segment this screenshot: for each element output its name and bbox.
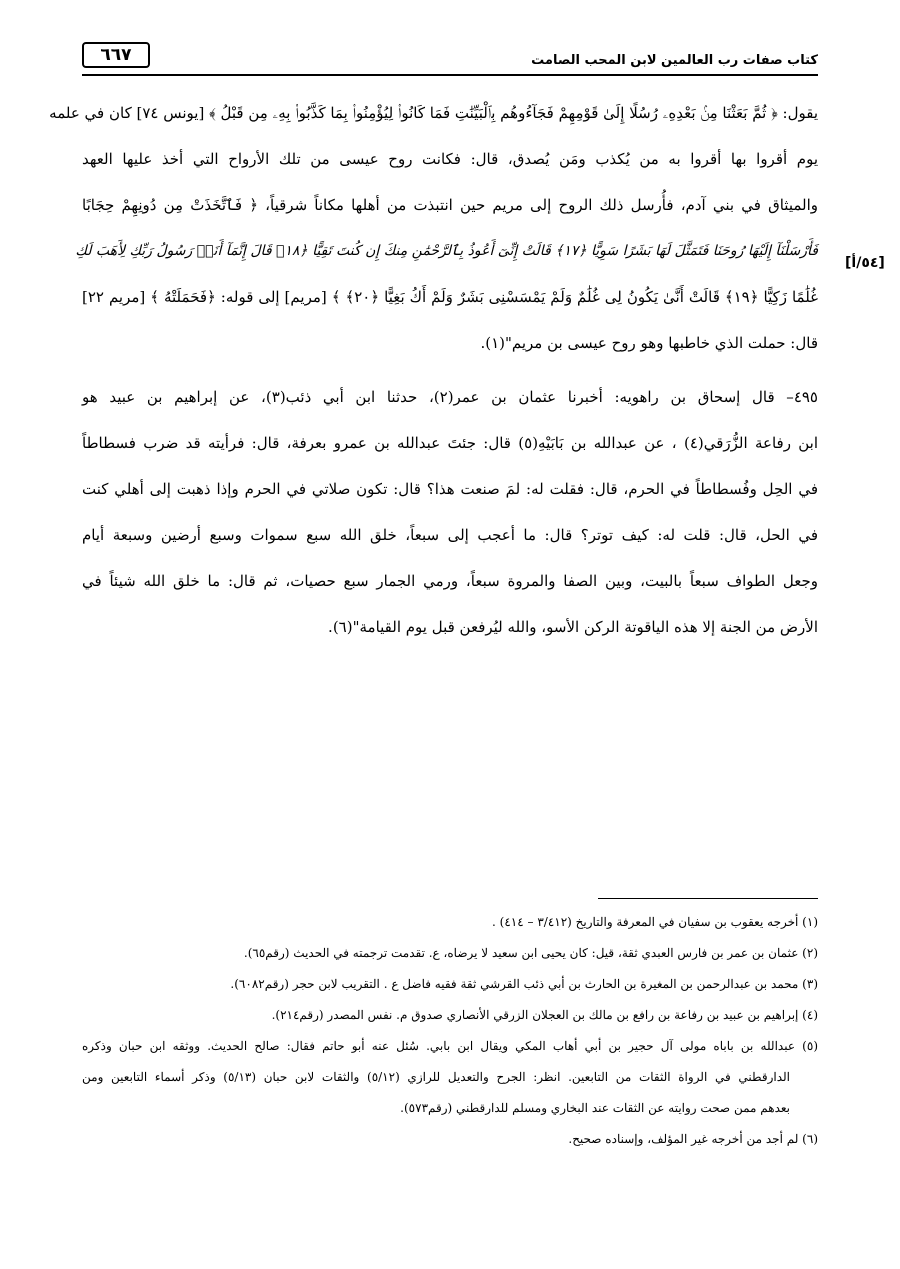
text-line: قال: حملت الذي خاطبها وهو روح عيسى بن مريم"(١). [480,334,818,352]
paragraph-1 [49,90,819,366]
text-line: الأرض من الجنة إلا هذه الياقوتة الركن الأسو، والله ليُرفعن قبل يوم القيامة"(٦). [328,618,818,636]
footnote-5: (٥) عبدالله بن باباه مولى آل حجير بن أبي أهاب المكي ويقال ابن بابي. سُئل عنه أبو حاتم فقال: صالح الحديث. ووثقه ابن حبان وذكره [82,1039,818,1053]
text-line: والميثاق في بني آدم، فأُرسل ذلك الروح إلى مريم حين انتبذت من أهلها مكاناً شرقياً، ﴿ فَٱتَّخَذَتْ مِن دُونِهِمْ حِجَابًا [82,196,818,214]
book-title: كتاب صفات رب العالمين لابن المحب الصامت [531,53,818,68]
footnote-2: (٢) عثمان بن عمر بن فارس العبدي ثقة، قيل: كان يحيى ابن سعيد لا يرضاه، ع. تقدمت ترجمته في الحديث (رقم٦٥). [243,946,818,960]
main-text [49,90,819,650]
text-line: في الحل، قال: قلت له: كيف توتر؟ قال: ما أعجب إلى سبعاً، خلق الله سبع سموات وسبع أرضين وسبعة أيام [82,526,818,544]
footnote-5-continued: الدارقطني في الرواة الثقات من التابعين. انظر: الجرح والتعديل للرازي (٥/١٢) والثقات لابن حبان (٥/١٣) وذكر أسماء التابعين ومن [82,1070,791,1084]
footnote-1: (١) أخرجه يعقوب بن سفيان في المعرفة والتاريخ (٣/٤١٢ – ٤١٤) . [492,915,818,929]
footnote-3: (٣) محمد بن عبدالرحمن بن المغيرة بن الحارث بن أبي ذئب القرشي ثقة فقيه فاضل ع . التقريب لابن حجر (رقم٦٠٨٢). [230,977,818,991]
text-line: غُلَٰمًا زَكِيًّا ﴿١٩﴾ قَالَتْ أَنَّىٰ يَكُونُ لِى غُلَٰمٌ وَلَمْ يَمْسَسْنِى بَشَرٌ وَلَمْ أَكُ بَغِيًّا ﴿٢٠﴾ ﴾ [مريم] إلى قوله: ﴿فَحَمَلَتْهُ ﴾ [مريم ٢٢] [82,288,819,306]
page-number: ٦٦٧ [82,42,150,68]
text-line: في الحِل وفُسطاطاً في الحرم، قال: فقلت له: لمَ صنعت هذا؟ قال: تكون صلاتي في الحرم وإذا ذهبت إلى أهلي كنت [82,480,818,498]
footnote-5-continued: بعدهم ممن صحت روايته عن الثقات عند البخاري ومسلم للدارقطني (رقم٥٧٣). [400,1101,790,1115]
text-line: وجعل الطواف سبعاً بالبيت، وبين الصفا والمروة سبعاً، ورمي الجمار سبع حصيات، ثم قال: ما خلق الله شيئاً في [82,572,818,590]
footnote-divider [598,898,818,899]
quran-verse-line: فَأَرْسَلْنَآ إِلَيْهَا رُوحَنَا فَتَمَثَّلَ لَهَا بَشَرًا سَوِيًّا ﴿١٧﴾ قَالَتْ إِنِّىٓ أَعُوذُ بِٱلرَّحْمَٰنِ مِنكَ إِن كُنتَ تَقِيًّا ﴿١٨﴾ قَالَ إِنَّمَآ أَنَا۠ رَسُولُ رَبِّكِ لِأَهَبَ لَكِ [75,243,818,259]
footnote-4: (٤) إبراهيم بن عبيد بن رفاعة بن رافع بن مالك بن العجلان الزرقي الأنصاري صدوق م. نفس المصدر (رقم٢١٤). [271,1008,818,1022]
footnotes [82,907,818,1155]
page-header [82,40,818,76]
footnote-6: (٦) لم أجد من أخرجه غير المؤلف، وإسناده صحيح. [568,1132,818,1146]
text-line: ٤٩٥– قال إسحاق بن راهويه: أخبرنا عثمان بن عمر(٢)، حدثنا ابن أبي ذئب(٣)، عن إبراهيم بن عبيد هو [82,388,818,406]
text-line: يوم أقروا بها أقروا به من يُكذب ومَن يُصدق، قال: فكانت روح عيسى من تلك الأرواح التي أخذ عليها العهد [82,150,818,168]
paragraph-2 [82,374,818,650]
text-line: ابن رفاعة الزُّرَقي(٤) ، عن عبدالله بن بَابَيْهِ(٥) قال: جئتَ عبدالله بن عمرو بعرفة، قال: فرأيته قد ضرب فسطاطاً [82,434,818,452]
manuscript-folio-marker: [٥٤/أ] [845,255,885,271]
text-line: يقول: ﴿ ثُمَّ بَعَثْنَا مِنۢ بَعْدِهِۦ رُسُلًا إِلَىٰ قَوْمِهِمْ فَجَآءُوهُم بِٱلْبَيِّنَٰتِ فَمَا كَانُوا۟ لِيُؤْمِنُوا۟ بِمَا كَذَّبُوا۟ بِهِۦ مِن قَبْلُ ﴾ [يونس ٧٤] كان في علمه [49,104,818,122]
